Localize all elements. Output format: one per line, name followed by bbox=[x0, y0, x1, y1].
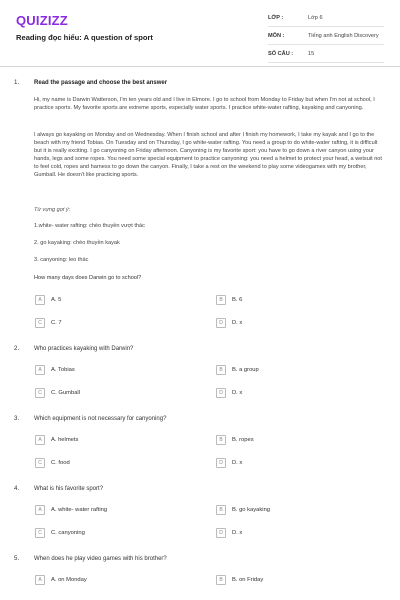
question-3 bbox=[14, 415, 386, 425]
question-text: Who practices kayaking with Darwin? bbox=[34, 346, 134, 352]
option-text: B. ropes bbox=[232, 437, 254, 443]
info-key: LỚP : bbox=[268, 14, 284, 21]
question-text: Which equipment is not necessary for canyoning? bbox=[34, 416, 167, 422]
answer-option-a[interactable] bbox=[35, 365, 75, 375]
answer-option-c[interactable] bbox=[35, 318, 62, 328]
answer-option-d[interactable] bbox=[216, 318, 242, 328]
answer-option-b[interactable] bbox=[216, 505, 270, 515]
option-text: A. 5 bbox=[51, 297, 62, 303]
answer-option-d[interactable] bbox=[216, 528, 242, 538]
answer-option-c[interactable] bbox=[35, 388, 80, 398]
worksheet-title: Reading đọc hiểu: A question of sport bbox=[16, 33, 153, 42]
option-letter-box: C bbox=[35, 458, 45, 468]
option-letter-box: C bbox=[35, 528, 45, 538]
option-text: A. on Monday bbox=[51, 577, 87, 583]
option-text: B. a group bbox=[232, 367, 259, 373]
question-text: When does he play video games with his brother? bbox=[34, 556, 167, 562]
vocab-item: 3. canyoning: leo thác bbox=[34, 257, 89, 263]
option-text: D. x bbox=[232, 320, 243, 326]
option-letter-box: B bbox=[216, 365, 226, 375]
option-letter-box: B bbox=[216, 295, 226, 305]
question-number: 4. bbox=[14, 485, 20, 492]
option-text: C. canyoning bbox=[51, 530, 85, 536]
option-letter-box: B bbox=[216, 435, 226, 445]
vocab-item: 1.white- water rafting: chèo thuyền vượt thác bbox=[34, 223, 145, 229]
passage-paragraph-1: Hi, my name is Darwin Watterson, I'm ten years old and I live in Elmore. I go to school from Monday to Friday but when I'm not at school, I practice sports. My favorite sports are extreme sports, especially water sports. I practice white-water rafting, kayaking and canyoning. bbox=[34, 97, 375, 112]
info-key: SỐ CÂU : bbox=[268, 50, 294, 57]
info-value: Tiếng anh English Discovery bbox=[308, 32, 379, 39]
question-text: What is his favorite sport? bbox=[34, 486, 104, 492]
option-letter-box: D bbox=[216, 528, 226, 538]
question-1 bbox=[14, 79, 386, 339]
answer-option-b[interactable] bbox=[216, 575, 263, 585]
answer-option-d[interactable] bbox=[216, 458, 242, 468]
option-text: B. 6 bbox=[232, 297, 243, 303]
answer-option-c[interactable] bbox=[35, 458, 70, 468]
option-letter-box: A bbox=[35, 575, 45, 585]
option-text: C. 7 bbox=[51, 320, 62, 326]
option-text: D. x bbox=[232, 460, 243, 466]
option-text: A. white- water rafting bbox=[51, 507, 108, 513]
info-key: MÔN : bbox=[268, 32, 285, 39]
question-text: How many days does Darwin go to school? bbox=[34, 275, 142, 281]
vocab-title: Từ vựng gợi ý: bbox=[34, 207, 71, 213]
answer-option-b[interactable] bbox=[216, 365, 259, 375]
option-letter-box: A bbox=[35, 505, 45, 515]
option-text: B. go kayaking bbox=[232, 507, 271, 513]
info-row-subject bbox=[268, 27, 384, 45]
answer-option-a[interactable] bbox=[35, 575, 87, 585]
quizizz-logo: QUIZIZZ bbox=[16, 13, 68, 28]
question-number: 1. bbox=[14, 79, 20, 86]
question-number: 5. bbox=[14, 555, 20, 562]
option-letter-box: A bbox=[35, 435, 45, 445]
info-row-class bbox=[268, 9, 384, 27]
passage-paragraph-2: I always go kayaking on Monday and on Wednesday. When I finish school and after I finish my homework, I take my kayak and I go to the beach with my friend Tobias. On Tuesday and on Thursday, I go white-water rafting. You need a group to do white-water rafting, it is difficult but it is really exciting. I go canyoning on Friday afternoon. Canyoning is my favorite sport: you have to go down a river canyon using your hands, legs and some ropes. You need some special equipment to practice canyoning: you need a helmet to protect your head, a wetsuit not to feel cold, ropes and harness to go down the canyon. Finally, I take a rest on the weekend to play some videogames with my brother, Gumball. He doesn't like practicing sports. bbox=[34, 132, 382, 179]
question-number: 3. bbox=[14, 415, 20, 422]
instruction-text: Read the passage and choose the best answer bbox=[34, 80, 168, 86]
option-text: D. x bbox=[232, 530, 243, 536]
question-4 bbox=[14, 485, 386, 495]
answer-option-d[interactable] bbox=[216, 388, 242, 398]
option-letter-box: D bbox=[216, 388, 226, 398]
option-text: A. helmets bbox=[51, 437, 79, 443]
question-2 bbox=[14, 345, 386, 355]
option-letter-box: D bbox=[216, 318, 226, 328]
vocab-item: 2. go kayaking: chèo thuyền kayak bbox=[34, 240, 120, 246]
answer-option-c[interactable] bbox=[35, 528, 85, 538]
answer-option-a[interactable] bbox=[35, 295, 61, 305]
option-letter-box: C bbox=[35, 388, 45, 398]
option-text: D. x bbox=[232, 390, 243, 396]
question-number: 2. bbox=[14, 345, 20, 352]
answer-option-a[interactable] bbox=[35, 505, 107, 515]
option-letter-box: A bbox=[35, 295, 45, 305]
option-letter-box: B bbox=[216, 505, 226, 515]
info-value: Lớp 6 bbox=[308, 14, 323, 21]
answer-option-b[interactable] bbox=[216, 295, 242, 305]
option-letter-box: C bbox=[35, 318, 45, 328]
option-text: B. on Friday bbox=[232, 577, 264, 583]
option-text: C. Gumball bbox=[51, 390, 80, 396]
question-5 bbox=[14, 555, 386, 565]
option-text: A. Tobias bbox=[51, 367, 75, 373]
info-row-question-count bbox=[268, 45, 384, 63]
option-text: C. food bbox=[51, 460, 70, 466]
info-value: 15 bbox=[308, 50, 315, 57]
option-letter-box: D bbox=[216, 458, 226, 468]
header-divider bbox=[0, 66, 400, 67]
answer-option-a[interactable] bbox=[35, 435, 78, 445]
info-table bbox=[268, 9, 384, 63]
option-letter-box: A bbox=[35, 365, 45, 375]
option-letter-box: B bbox=[216, 575, 226, 585]
answer-option-b[interactable] bbox=[216, 435, 254, 445]
